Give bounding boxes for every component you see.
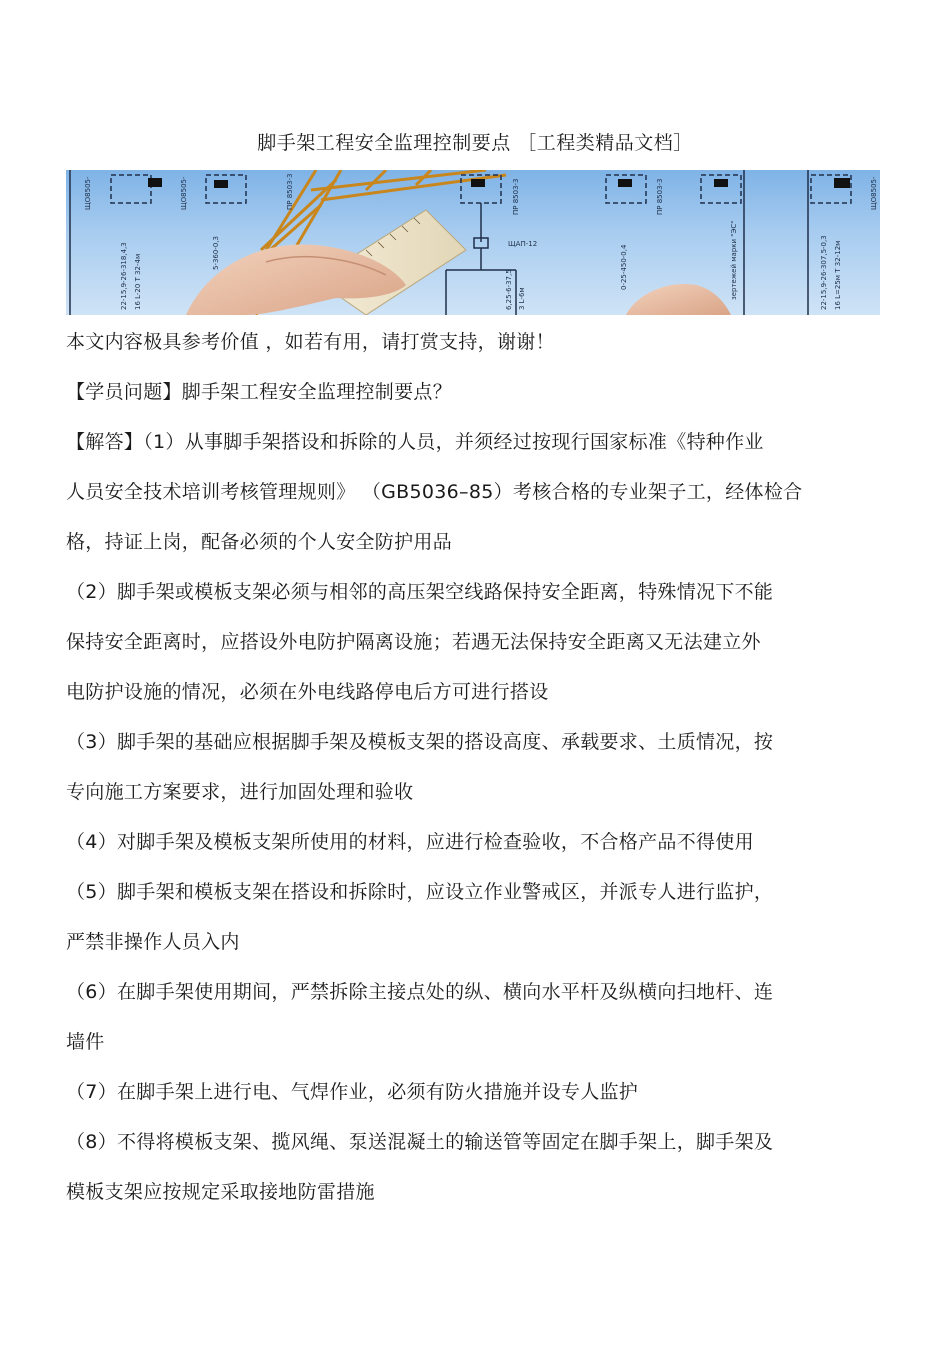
label-8: 3 L-6м (518, 287, 526, 310)
item-4-line-1: （4）对脚手架及模板支架所使用的材料，应进行检查验收，不合格产品不得使用 (66, 831, 754, 853)
label-5: ПР 8503-3 (286, 173, 294, 210)
item-5-line-1: （5）脚手架和模板支架在搭设和拆除时，应设立作业警戒区，并派专人进行监护， (66, 881, 774, 903)
banner-illustration (66, 170, 880, 315)
item-8-line-2: 模板支架应按规定采取接地防雷措施 (66, 1181, 375, 1203)
answer-line-3: 格，持证上岗，配备必须的个人安全防护用品 (66, 531, 453, 553)
answer-line-1: 【解答】（1）从事脚手架搭设和拆除的人员，并须经过按现行国家标准《特种作业 (66, 431, 764, 453)
item-3-line-1: （3）脚手架的基础应根据脚手架及模板支架的搭设高度、承载要求、土质情况，按 (66, 731, 774, 753)
label-1: 22-15,9-26-318,4,3 (120, 242, 128, 310)
label-11: ПР 8503-3 (656, 178, 664, 215)
label-6: ЩАП-12 (508, 240, 538, 248)
item-7-line-1: （7）在脚手架上进行电、气焊作业，必须有防火措施并设专人监护 (66, 1081, 639, 1103)
label-15: 16 L=25м T 32-12м (834, 240, 842, 310)
item-8-line-1: （8）不得将模板支架、揽风绳、泵送混凝土的输送管等固定在脚手架上，脚手架及 (66, 1131, 774, 1153)
page-title: 脚手架工程安全监理控制要点 ［工程类精品文档］ (257, 132, 693, 154)
answer-line-2: 人员安全技术培训考核管理规则》 （GB5036–85）考核合格的专业架子工，经体检合 (66, 481, 803, 503)
label-12: зертежей марки "ЭС" (730, 220, 738, 300)
item-2-line-2: 保持安全距离时，应搭设外电防护隔离设施；若遇无法保持安全距离又无法建立外 (66, 631, 761, 653)
item-6-line-1: （6）在脚手架使用期间，严禁拆除主接点处的纵、横向水平杆及纵横向扫地杆、连 (66, 981, 774, 1003)
item-3-line-2: 专向施工方案要求，进行加固处理和验收 (66, 781, 414, 803)
label-14: 22-15,9-26-307,5-0,3 (820, 235, 828, 310)
item-6-line-2: 墙件 (66, 1031, 105, 1053)
question-line: 【学员问题】脚手架工程安全监理控制要点？ (66, 381, 453, 403)
item-2-line-3: 电防护设施的情况，必须在外电线路停电后方可进行搭设 (66, 681, 549, 703)
label-2: 16 L-20 T 32-4м (134, 253, 142, 310)
label-0: ЩО8505- (84, 176, 92, 210)
banner-image (66, 170, 880, 315)
label-10: 0-25-450-0,4 (620, 244, 628, 290)
label-9: ПР 8503-3 (512, 178, 520, 215)
item-2-line-1: （2）脚手架或模板支架必须与相邻的高压架空线路保持安全距离，特殊情况下不能 (66, 581, 774, 603)
intro-line: 本文内容极具参考价值 ，如若有用，请打赏支持，谢谢！ (66, 331, 555, 353)
item-5-line-2: 严禁非操作人员入内 (66, 931, 240, 953)
label-13: ЩО8505- (870, 176, 878, 210)
label-3: ЩО8505- (180, 176, 188, 210)
label-4: 5-360-0,3 (212, 236, 220, 270)
label-7: 6,25-6-37,5 (505, 269, 513, 310)
